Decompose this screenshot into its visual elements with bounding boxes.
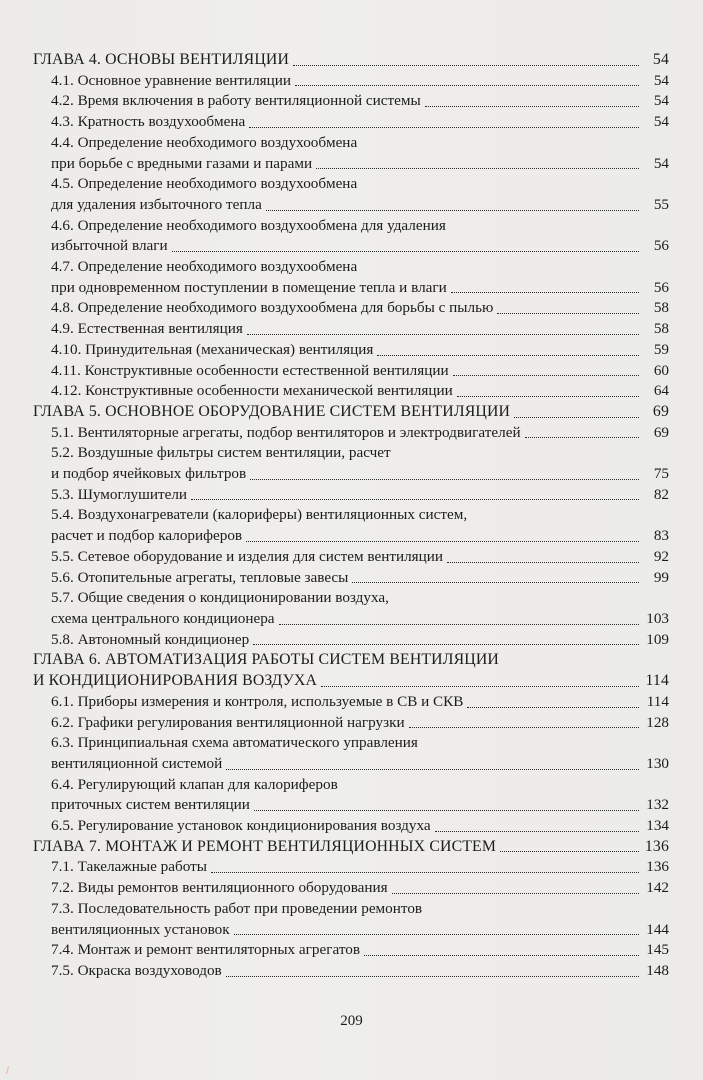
toc-section-line bbox=[33, 775, 669, 796]
section-title: 4.1. Основное уравнение вентиляции bbox=[51, 71, 292, 89]
dot-leader bbox=[172, 251, 639, 252]
toc-page-number: 128 bbox=[646, 713, 669, 731]
toc-page-number: 64 bbox=[653, 382, 669, 400]
toc-section-line bbox=[33, 174, 669, 195]
toc-section-line bbox=[33, 216, 669, 237]
dot-leader bbox=[364, 955, 639, 956]
section-title: избыточной влаги bbox=[51, 237, 168, 255]
dot-leader bbox=[392, 893, 639, 894]
chapter-title: ГЛАВА 4. ОСНОВЫ ВЕНТИЛЯЦИИ bbox=[33, 51, 290, 68]
dot-leader bbox=[453, 375, 639, 376]
dot-leader bbox=[447, 562, 639, 563]
section-title: 7.3. Последовательность работ при проведении ремонтов bbox=[51, 899, 423, 917]
toc-page-number: 58 bbox=[653, 299, 669, 317]
dot-leader bbox=[247, 334, 639, 335]
toc-chapter-line bbox=[33, 402, 669, 423]
section-title: 7.5. Окраска воздуховодов bbox=[51, 961, 222, 979]
dot-leader bbox=[253, 644, 639, 645]
toc-section-line bbox=[33, 423, 669, 444]
toc-section-line bbox=[33, 816, 669, 837]
toc-chapter-line bbox=[33, 837, 669, 858]
section-title: 4.7. Определение необходимого воздухообмена bbox=[51, 258, 358, 276]
section-title: 7.2. Виды ремонтов вентиляционного оборудования bbox=[51, 879, 388, 897]
dot-leader bbox=[246, 541, 639, 542]
toc-section-line bbox=[33, 920, 669, 941]
section-title: 4.11. Конструктивные особенности естественной вентиляции bbox=[51, 361, 449, 379]
toc-page-number: 136 bbox=[646, 858, 669, 876]
toc-page-number: 75 bbox=[653, 465, 669, 483]
toc-section-line bbox=[33, 298, 669, 319]
chapter-title: ГЛАВА 6. АВТОМАТИЗАЦИЯ РАБОТЫ СИСТЕМ ВЕНТИЛЯЦИИ bbox=[33, 651, 499, 669]
dot-leader bbox=[250, 479, 639, 480]
dot-leader bbox=[451, 292, 639, 293]
section-title: 4.5. Определение необходимого воздухообмена bbox=[51, 175, 358, 193]
corner-mark: ∕ bbox=[6, 1066, 10, 1076]
toc-chapter-line bbox=[33, 671, 669, 692]
dot-leader bbox=[295, 85, 639, 86]
toc-section-line bbox=[33, 91, 669, 112]
dot-leader bbox=[457, 396, 639, 397]
table-of-contents bbox=[33, 50, 669, 982]
section-title: вентиляционных установок bbox=[51, 920, 230, 938]
toc-section-line bbox=[33, 899, 669, 920]
toc-page-number: 54 bbox=[653, 92, 669, 110]
dot-leader bbox=[279, 624, 639, 625]
dot-leader bbox=[191, 499, 639, 500]
toc-section-line bbox=[33, 754, 669, 775]
toc-section-line bbox=[33, 112, 669, 133]
section-title: 4.6. Определение необходимого воздухообмена для удаления bbox=[51, 216, 446, 234]
toc-page-number: 144 bbox=[646, 920, 669, 938]
toc-section-line bbox=[33, 795, 669, 816]
dot-leader bbox=[293, 65, 639, 66]
dot-leader bbox=[254, 810, 639, 811]
toc-section-line bbox=[33, 443, 669, 464]
toc-page-number: 132 bbox=[646, 796, 669, 814]
dot-leader bbox=[435, 831, 639, 832]
toc-section-line bbox=[33, 340, 669, 361]
toc-section-line bbox=[33, 257, 669, 278]
section-title: для удаления избыточного тепла bbox=[51, 195, 262, 213]
toc-page-number: 56 bbox=[653, 278, 669, 296]
section-title: 6.5. Регулирование установок кондиционирования воздуха bbox=[51, 817, 431, 835]
toc-page-number: 58 bbox=[653, 320, 669, 338]
section-title: 6.1. Приборы измерения и контроля, используемые в СВ и СКВ bbox=[51, 692, 464, 710]
toc-section-line bbox=[33, 733, 669, 754]
chapter-title: И КОНДИЦИОНИРОВАНИЯ ВОЗДУХА bbox=[33, 672, 318, 690]
toc-section-line bbox=[33, 588, 669, 609]
toc-section-line bbox=[33, 464, 669, 485]
toc-page-number: 69 bbox=[653, 423, 669, 441]
toc-section-line bbox=[33, 236, 669, 257]
dot-leader bbox=[321, 686, 639, 687]
dot-leader bbox=[514, 417, 639, 418]
section-title: 5.6. Отопительные агрегаты, тепловые завесы bbox=[51, 568, 349, 586]
toc-page-number: 56 bbox=[653, 237, 669, 255]
toc-section-line bbox=[33, 692, 669, 713]
dot-leader bbox=[497, 313, 639, 314]
section-title: 5.1. Вентиляторные агрегаты, подбор вентиляторов и электродвигателей bbox=[51, 423, 521, 441]
section-title: 5.5. Сетевое оборудование и изделия для систем вентиляции bbox=[51, 547, 444, 565]
dot-leader bbox=[316, 168, 639, 169]
toc-page-number: 145 bbox=[646, 941, 669, 959]
toc-section-line bbox=[33, 857, 669, 878]
section-title: 4.10. Принудительная (механическая) вентиляция bbox=[51, 340, 374, 358]
toc-section-line bbox=[33, 381, 669, 402]
page-number: 209 bbox=[340, 1013, 363, 1029]
toc-page-number: 69 bbox=[652, 402, 669, 420]
section-title: при одновременном поступлении в помещение тепла и влаги bbox=[51, 278, 447, 296]
toc-page-number: 82 bbox=[653, 485, 669, 503]
section-title: и подбор ячейковых фильтров bbox=[51, 465, 247, 483]
toc-section-line bbox=[33, 278, 669, 299]
dot-leader bbox=[525, 437, 639, 438]
toc-section-line bbox=[33, 71, 669, 92]
section-title: 5.2. Воздушные фильтры систем вентиляции, расчет bbox=[51, 444, 391, 462]
section-title: 5.4. Воздухонагреватели (калориферы) вентиляционных систем, bbox=[51, 506, 468, 524]
toc-page-number: 148 bbox=[646, 961, 669, 979]
chapter-title: ГЛАВА 5. ОСНОВНОЕ ОБОРУДОВАНИЕ СИСТЕМ ВЕНТИЛЯЦИИ bbox=[33, 402, 511, 420]
toc-page-number: 54 bbox=[653, 154, 669, 172]
toc-page-number: 114 bbox=[645, 672, 669, 690]
dot-leader bbox=[266, 210, 639, 211]
toc-page-number: 54 bbox=[653, 113, 669, 131]
toc-section-line bbox=[33, 878, 669, 899]
toc-page-number: 60 bbox=[653, 361, 669, 379]
section-title: 7.1. Такелажные работы bbox=[51, 858, 207, 876]
section-title: 5.7. Общие сведения о кондиционировании воздуха, bbox=[51, 589, 389, 607]
toc-section-line bbox=[33, 361, 669, 382]
toc-page-number: 109 bbox=[646, 630, 669, 648]
dot-leader bbox=[249, 127, 639, 128]
toc-section-line bbox=[33, 485, 669, 506]
dot-leader bbox=[211, 872, 639, 873]
toc-page-number: 54 bbox=[652, 51, 669, 68]
dot-leader bbox=[226, 769, 639, 770]
toc-page-number: 92 bbox=[653, 547, 669, 565]
section-title: расчет и подбор калориферов bbox=[51, 527, 243, 545]
toc-section-line bbox=[33, 133, 669, 154]
dot-leader bbox=[500, 851, 639, 852]
toc-page-number: 103 bbox=[646, 609, 669, 627]
toc-page-number: 130 bbox=[646, 754, 669, 772]
dot-leader bbox=[409, 727, 639, 728]
toc-section-line bbox=[33, 630, 669, 651]
toc-section-line bbox=[33, 319, 669, 340]
section-title: 4.9. Естественная вентиляция bbox=[51, 320, 243, 338]
dot-leader bbox=[352, 582, 639, 583]
dot-leader bbox=[377, 355, 639, 356]
toc-section-line bbox=[33, 940, 669, 961]
toc-section-line bbox=[33, 961, 669, 982]
section-title: 5.8. Автономный кондиционер bbox=[51, 630, 250, 648]
toc-page-number: 136 bbox=[644, 837, 669, 855]
toc-section-line bbox=[33, 195, 669, 216]
toc-chapter-line bbox=[33, 50, 669, 71]
toc-section-line bbox=[33, 568, 669, 589]
dot-leader bbox=[467, 707, 639, 708]
toc-page-number: 83 bbox=[653, 527, 669, 545]
section-title: 6.2. Графики регулирования вентиляционной нагрузки bbox=[51, 713, 405, 731]
toc-page-number: 134 bbox=[646, 817, 669, 835]
dot-leader bbox=[234, 934, 639, 935]
section-title: 5.3. Шумоглушители bbox=[51, 485, 188, 503]
toc-section-line bbox=[33, 154, 669, 175]
toc-section-line bbox=[33, 547, 669, 568]
section-title: 4.12. Конструктивные особенности механической вентиляции bbox=[51, 382, 453, 400]
section-title: 4.3. Кратность воздухообмена bbox=[51, 113, 246, 131]
section-title: вентиляционной системой bbox=[51, 754, 223, 772]
toc-page-number: 114 bbox=[646, 692, 669, 710]
toc-page-number: 59 bbox=[653, 340, 669, 358]
section-title: приточных систем вентиляции bbox=[51, 796, 250, 814]
section-title: схема центрального кондиционера bbox=[51, 609, 275, 627]
section-title: 4.4. Определение необходимого воздухообмена bbox=[51, 133, 358, 151]
toc-section-line bbox=[33, 526, 669, 547]
section-title: 4.8. Определение необходимого воздухообмена для борьбы с пылью bbox=[51, 299, 494, 317]
toc-page-number: 55 bbox=[653, 195, 669, 213]
toc-page-number: 142 bbox=[646, 879, 669, 897]
toc-page-number: 54 bbox=[653, 71, 669, 89]
toc-section-line bbox=[33, 713, 669, 734]
section-title: 7.4. Монтаж и ремонт вентиляторных агрегатов bbox=[51, 941, 361, 959]
dot-leader bbox=[425, 106, 639, 107]
section-title: 6.4. Регулирующий клапан для калориферов bbox=[51, 775, 338, 793]
dot-leader bbox=[226, 976, 639, 977]
chapter-title: ГЛАВА 7. МОНТАЖ И РЕМОНТ ВЕНТИЛЯЦИОННЫХ СИСТЕМ bbox=[33, 837, 497, 855]
section-title: 6.3. Принципиальная схема автоматического управления bbox=[51, 734, 418, 752]
toc-section-line bbox=[33, 505, 669, 526]
section-title: 4.2. Время включения в работу вентиляционной системы bbox=[51, 92, 421, 110]
toc-section-line bbox=[33, 609, 669, 630]
section-title: при борьбе с вредными газами и парами bbox=[51, 154, 313, 172]
toc-chapter-line bbox=[33, 650, 669, 671]
toc-page-number: 99 bbox=[653, 568, 669, 586]
